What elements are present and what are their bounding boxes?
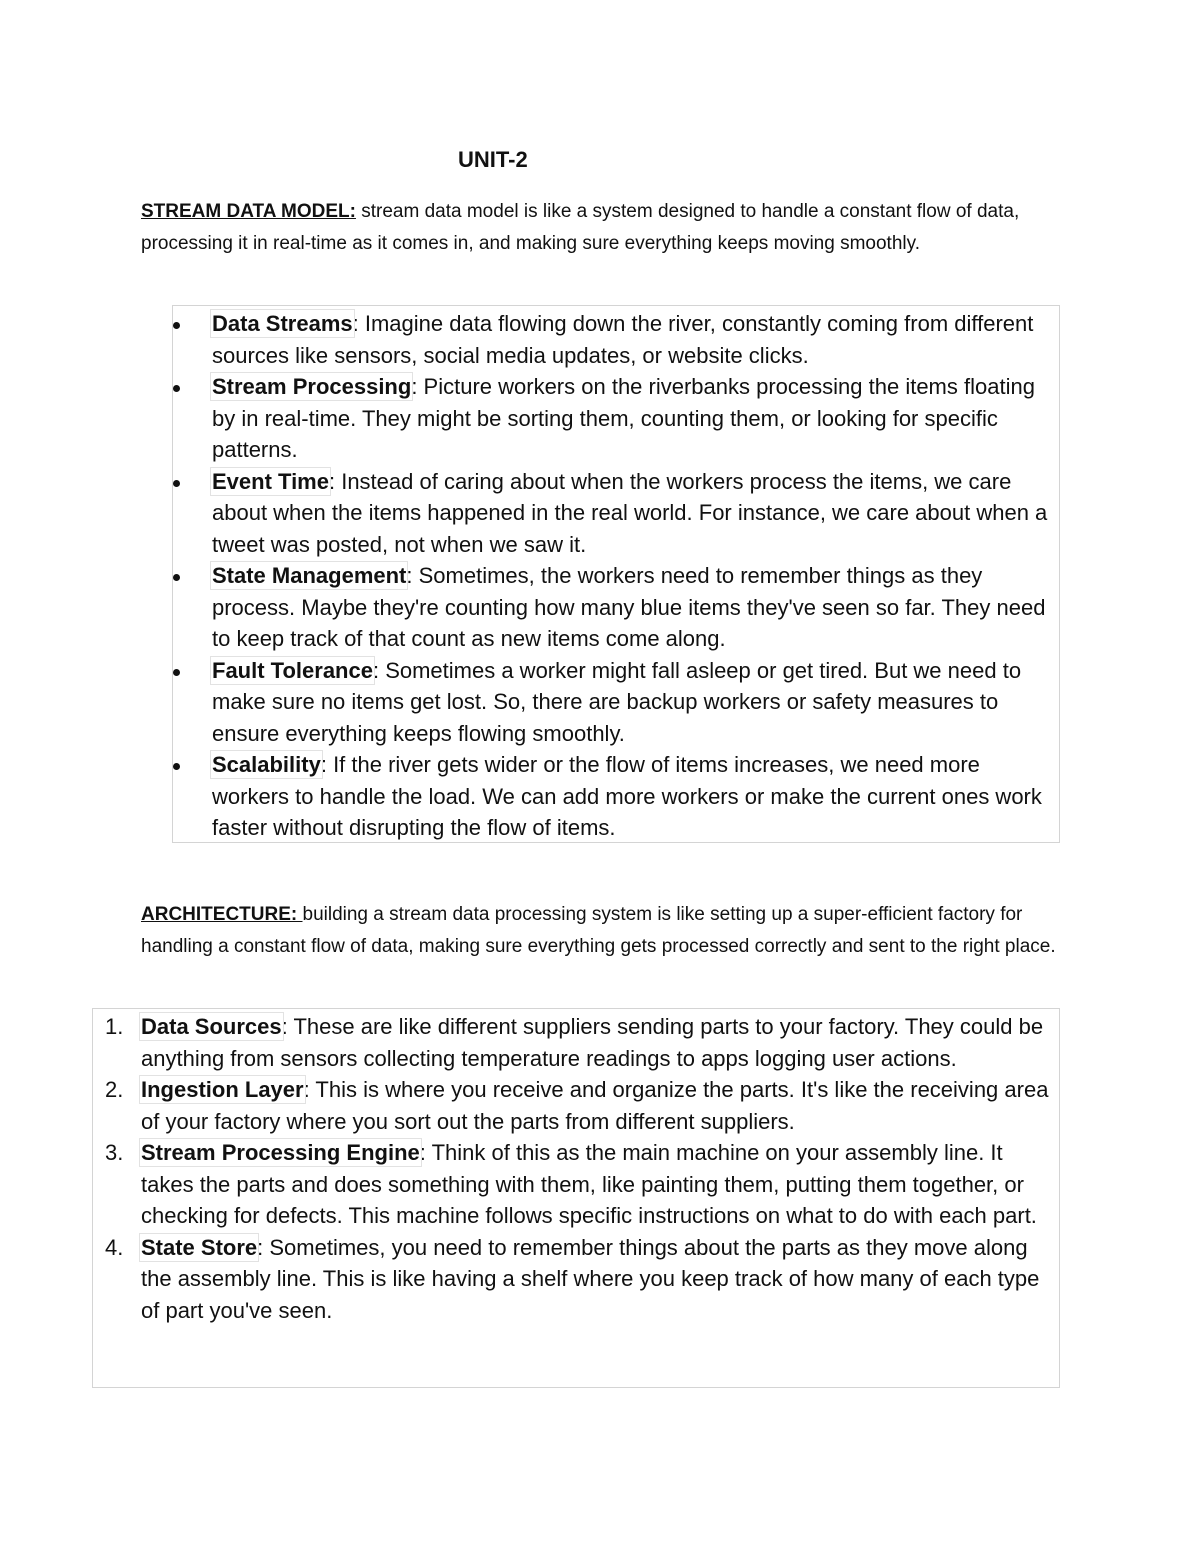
list-item-text: : Picture workers on the riverbanks processing the items floating by in real-time. They might be sorting them, counting them, or looking for specific patterns. — [212, 374, 1035, 462]
bullet-icon — [173, 385, 180, 392]
list-item-term: Data Sources — [141, 1014, 282, 1039]
list-number: 3. — [105, 1140, 124, 1165]
stream-data-model-paragraph — [141, 196, 1061, 260]
list-item-text: : Instead of caring about when the workers process the items, we care about when the items happened in the real world. For instance, we care about when a tweet was posted, not when we saw it. — [212, 468, 1048, 557]
list-item-term: Fault Tolerance — [212, 657, 373, 683]
list-item-term: Event Time — [212, 468, 329, 494]
list-item-term: Data Streams — [212, 311, 353, 336]
list-item — [105, 1011, 1056, 1074]
list-item — [105, 1232, 1056, 1327]
stream-data-model-heading: STREAM DATA MODEL: — [141, 201, 356, 222]
list-item — [105, 1137, 1056, 1232]
architecture-paragraph — [141, 899, 1061, 963]
list-number: 4. — [105, 1234, 124, 1260]
list-item-text: : Imagine data flowing down the river, constantly coming from different sources like sensors, social media updates, or website clicks. — [212, 311, 1034, 368]
list-item-text: : Think of this as the main machine on your assembly line. It takes the parts and does something with them, like painting them, putting them together, or checking for defects. This machine follows specific instructions on what to do with each part. — [141, 1140, 1037, 1228]
list-number: 1. — [105, 1014, 124, 1039]
list-item-text: : Sometimes, the workers need to remember things as they process. Maybe they're counting how many blue items they've seen so far. They need to keep track of that count as new items come along. — [212, 563, 1046, 651]
list-item-term: State Management — [212, 563, 407, 588]
bullet-icon — [173, 322, 180, 329]
architecture-list — [105, 1011, 1056, 1326]
list-item — [212, 466, 1062, 561]
bullet-icon — [173, 763, 180, 770]
list-number: 2. — [105, 1077, 124, 1102]
list-item-term: Stream Processing Engine — [141, 1140, 420, 1165]
list-item-text: : This is where you receive and organize the parts. It's like the receiving area of your factory where you sort out the parts from different suppliers. — [141, 1077, 1049, 1134]
list-item-text: : Sometimes a worker might fall asleep or get tired. But we need to make sure no items get lost. So, there are backup workers or safety measures to ensure everything keeps flowing smoothly. — [212, 657, 1022, 746]
list-item-text: : These are like different suppliers sending parts to your factory. They could be anything from sensors collecting temperature readings to apps logging user actions. — [141, 1014, 1044, 1071]
unit-title: UNIT-2 — [458, 147, 528, 172]
list-item-term: Ingestion Layer — [141, 1077, 304, 1102]
list-item-term: State Store — [141, 1234, 258, 1260]
list-item — [212, 749, 1062, 844]
list-item — [212, 655, 1062, 750]
stream-data-model-intro: stream data model is like a system designed to handle a constant flow of data, processing it in real-time as it comes in, and making sure everything keeps moving smoothly. — [141, 201, 1020, 254]
list-item-text: : Sometimes, you need to remember things about the parts as they move along the assembly line. This is like having a shelf where you keep track of how many of each type of part you've seen. — [141, 1234, 1040, 1323]
list-item — [212, 560, 1062, 655]
list-item — [105, 1074, 1056, 1137]
list-item-text: : If the river gets wider or the flow of items increases, we need more workers to handle the load. We can add more workers or make the current ones work faster without disrupting the flow of items. — [212, 752, 1042, 840]
list-item — [212, 371, 1062, 466]
stream-data-model-list — [212, 308, 1062, 844]
bullet-icon — [173, 574, 180, 581]
bullet-icon — [173, 669, 180, 676]
architecture-heading: ARCHITECTURE: — [141, 904, 303, 925]
list-item-term: Scalability — [212, 752, 321, 777]
list-item — [212, 308, 1062, 371]
bullet-icon — [173, 480, 180, 487]
architecture-intro: building a stream data processing system is like setting up a super-efficient factory for handling a constant flow of data, making sure everything gets processed correctly and sent to the right place. — [141, 904, 1056, 957]
list-item-term: Stream Processing — [212, 374, 412, 399]
